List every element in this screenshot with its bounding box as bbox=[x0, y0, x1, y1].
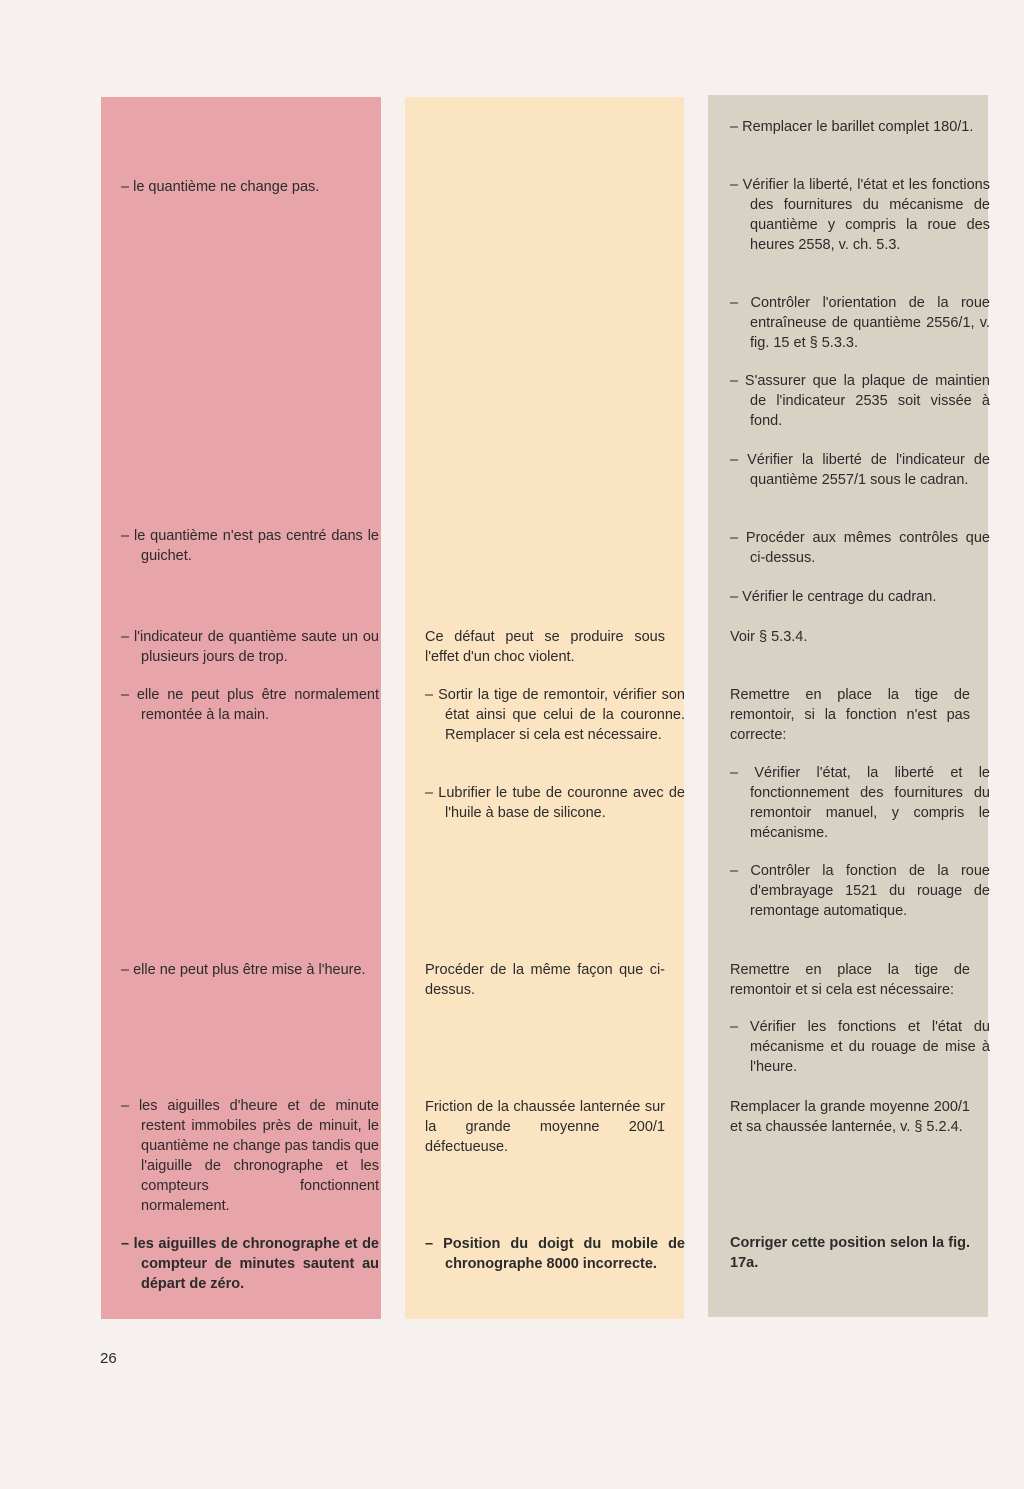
symptom-item: – le quantième n'est pas centré dans le guichet. bbox=[121, 528, 379, 564]
symptom-item: – le quantième ne change pas. bbox=[121, 179, 320, 195]
symptom-item: – elle ne peut plus être normalement remontée à la main. bbox=[121, 687, 379, 723]
remedy-item: Remettre en place la tige de remontoir, si la fonction n'est pas correcte: bbox=[730, 687, 970, 743]
cause-column bbox=[405, 97, 684, 1319]
remedy-item: Remplacer la grande moyenne 200/1 et sa chaussée lanternée, v. § 5.2.4. bbox=[730, 1099, 970, 1135]
cause-item: – Position du doigt du mobile de chronographe 8000 incorrecte. bbox=[425, 1236, 685, 1272]
cause-item: – Sortir la tige de remontoir, vérifier son état ainsi que celui de la couronne. Remplacer si cela est nécessaire. bbox=[425, 687, 685, 743]
symptom-column bbox=[101, 97, 381, 1319]
remedy-column bbox=[708, 95, 988, 1317]
remedy-item: – Vérifier les fonctions et l'état du mécanisme et du rouage de mise à l'heure. bbox=[730, 1019, 990, 1075]
cause-item: Ce défaut peut se produire sous l'effet d'un choc violent. bbox=[425, 629, 665, 665]
remedy-item: – Contrôler l'orientation de la roue entraîneuse de quantième 2556/1, v. fig. 15 et § 5.3.3. bbox=[730, 295, 990, 351]
symptom-item: – les aiguilles de chronographe et de compteur de minutes sautent au départ de zéro. bbox=[121, 1236, 379, 1292]
cause-item: Procéder de la même façon que ci-dessus. bbox=[425, 962, 665, 998]
cause-item: Friction de la chaussée lanternée sur la grande moyenne 200/1 défectueuse. bbox=[425, 1099, 665, 1155]
remedy-item: – S'assurer que la plaque de maintien de l'indicateur 2535 soit vissée à fond. bbox=[730, 373, 990, 429]
symptom-item: – l'indicateur de quantième saute un ou plusieurs jours de trop. bbox=[121, 629, 379, 665]
cause-item: – Lubrifier le tube de couronne avec de l'huile à base de silicone. bbox=[425, 785, 685, 821]
symptom-item: – les aiguilles d'heure et de minute restent immobiles près de minuit, le quantième ne change pas tandis que l'aiguille de chronographe et les compteurs fonctionnent normalement. bbox=[121, 1098, 379, 1214]
remedy-item: – Vérifier la liberté, l'état et les fonctions des fournitures du mécanisme de quantième y compris la roue des heures 2558, v. ch. 5.3. bbox=[730, 177, 990, 253]
remedy-item: – Remplacer le barillet complet 180/1. bbox=[730, 119, 974, 135]
remedy-item: – Vérifier le centrage du cadran. bbox=[730, 589, 937, 605]
remedy-item: Voir § 5.3.4. bbox=[730, 629, 808, 645]
remedy-item: Corriger cette position selon la fig. 17a. bbox=[730, 1235, 970, 1271]
remedy-item: – Contrôler la fonction de la roue d'embrayage 1521 du rouage de remontage automatique. bbox=[730, 863, 990, 919]
page-number: 26 bbox=[100, 1350, 117, 1367]
remedy-item: Remettre en place la tige de remontoir et si cela est nécessaire: bbox=[730, 962, 970, 998]
remedy-item: – Vérifier l'état, la liberté et le fonctionnement des fournitures du remontoir manuel, y compris le mécanisme. bbox=[730, 765, 990, 841]
symptom-item: – elle ne peut plus être mise à l'heure. bbox=[121, 962, 366, 978]
remedy-item: – Procéder aux mêmes contrôles que ci-dessus. bbox=[730, 530, 990, 566]
remedy-item: – Vérifier la liberté de l'indicateur de quantième 2557/1 sous le cadran. bbox=[730, 452, 990, 488]
